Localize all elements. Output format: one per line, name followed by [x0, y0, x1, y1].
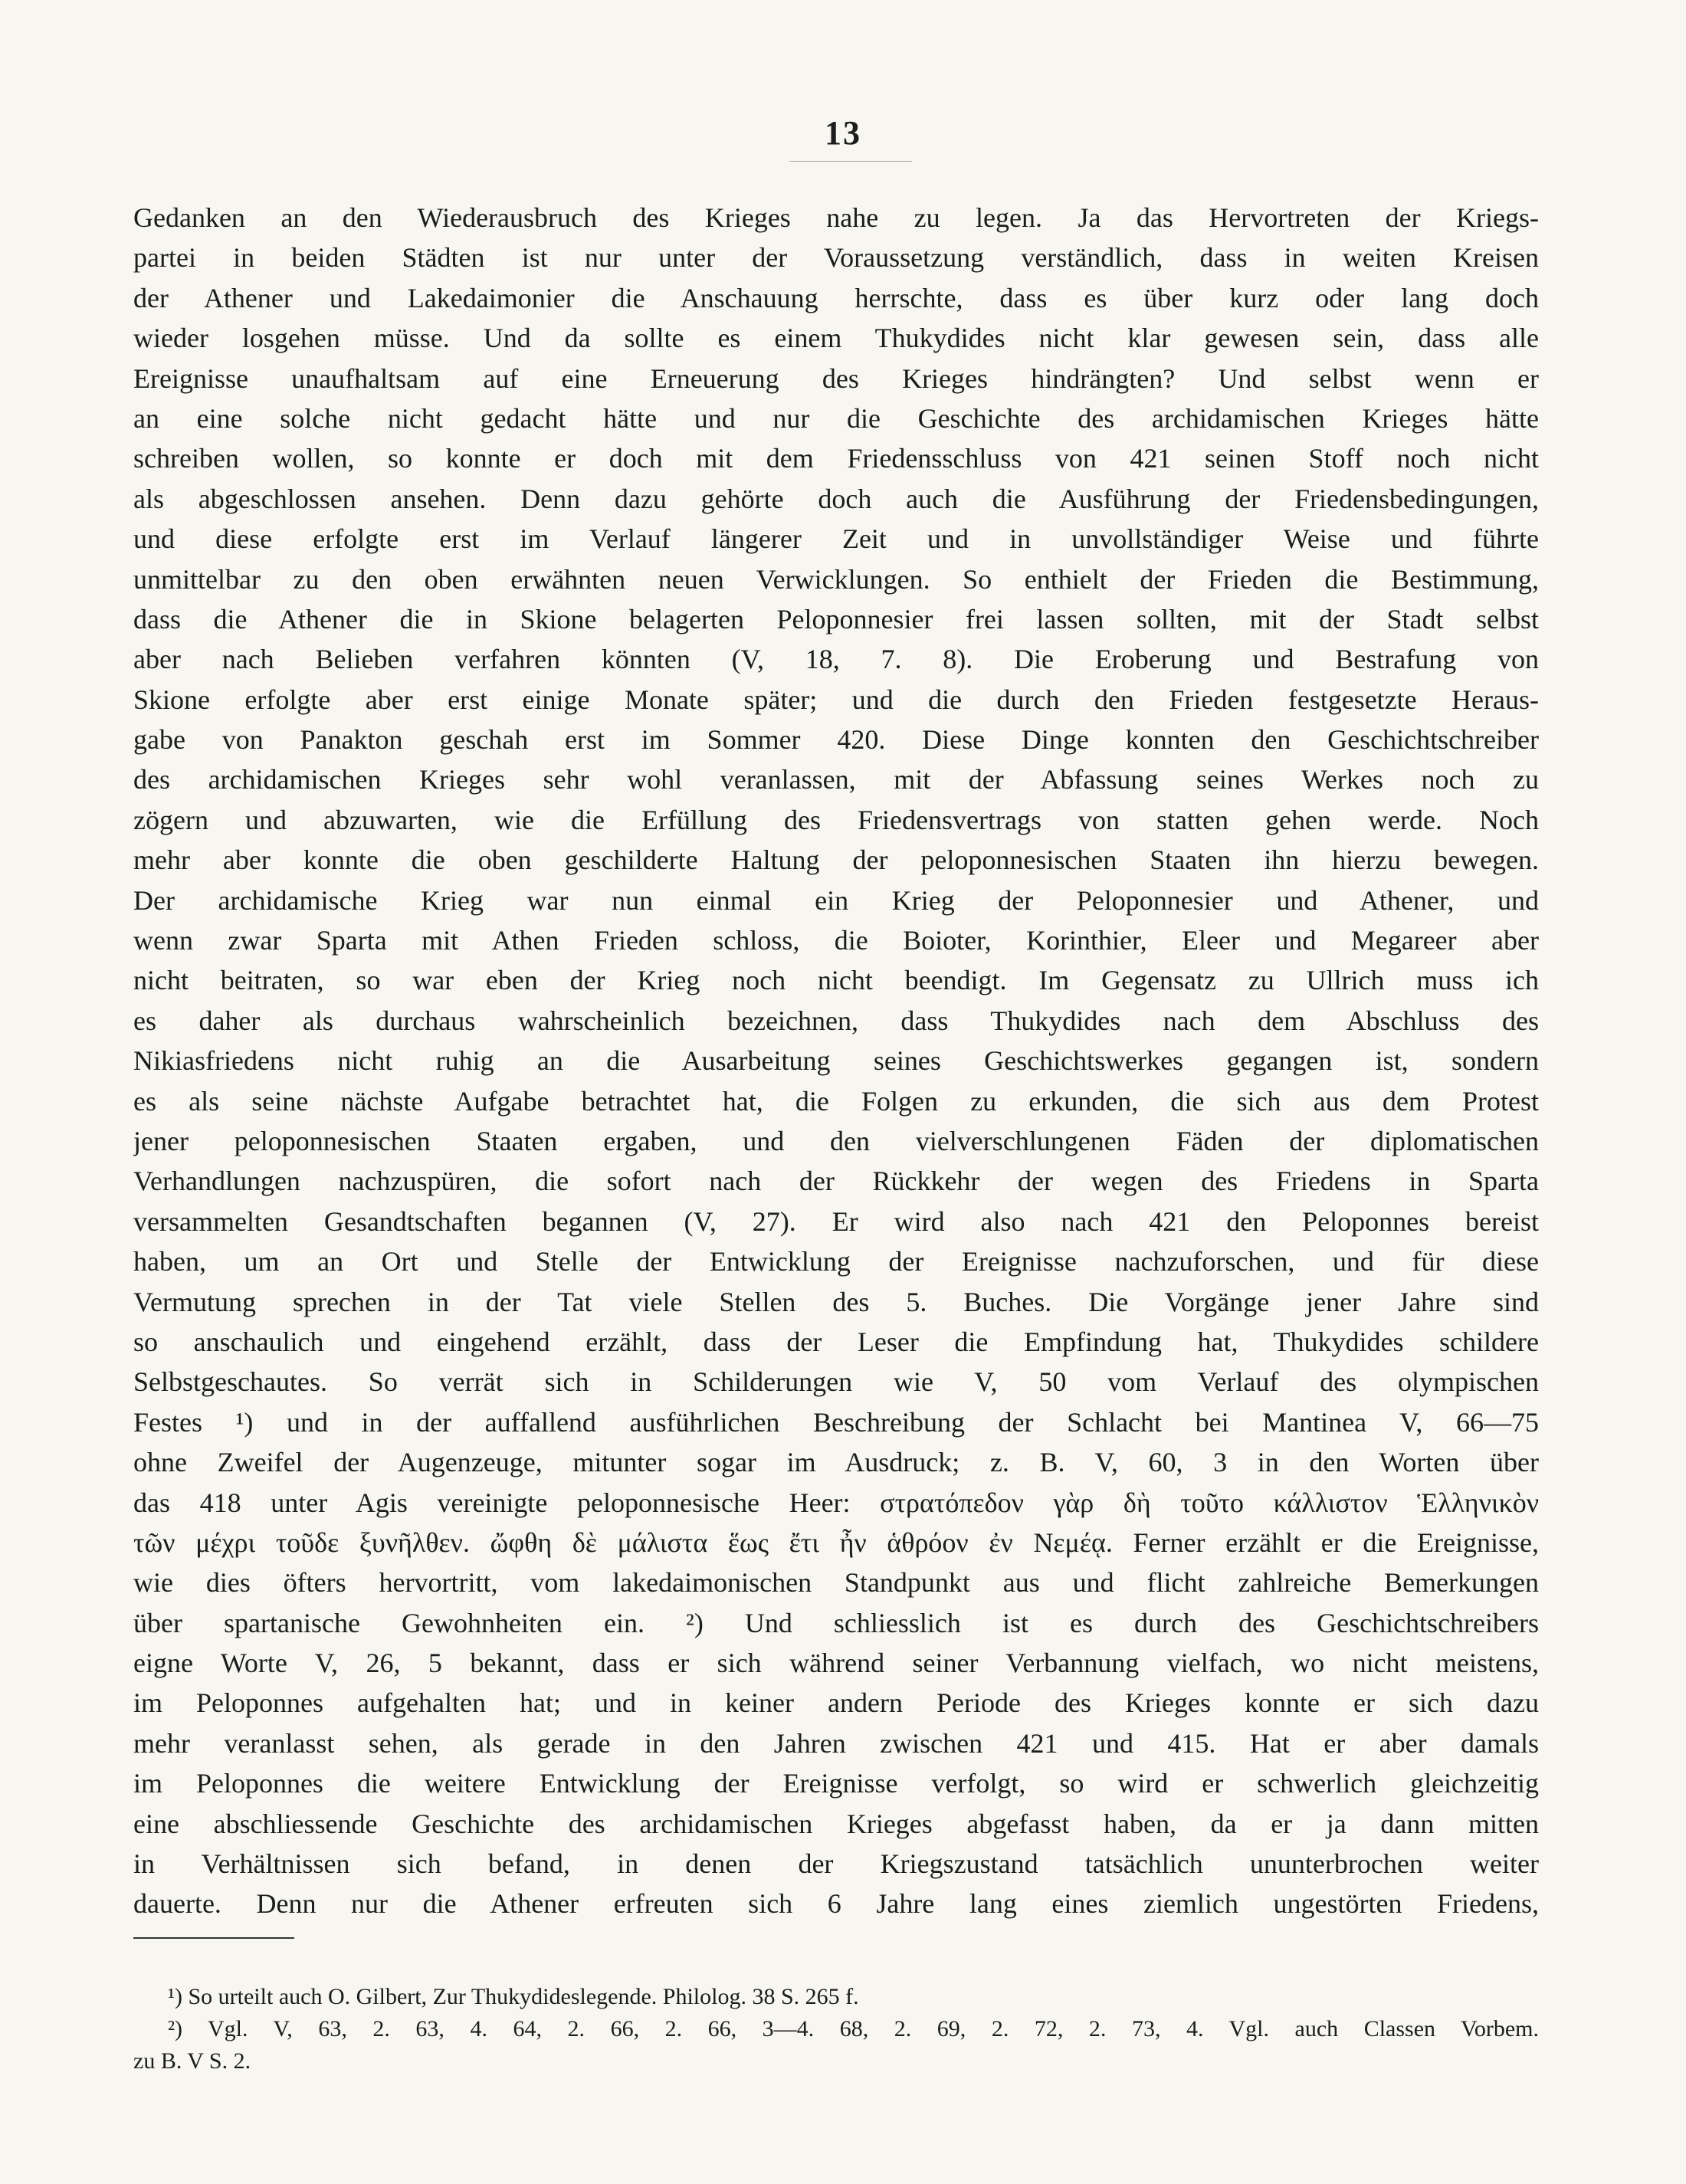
text-line: es daher als durchaus wahrscheinlich bezeichnen, dass Thukydides nach dem Abschluss des — [133, 1005, 1539, 1036]
text-line: über spartanische Gewohnheiten ein. ²) Und schliesslich ist es durch des Geschichtschreibers — [133, 1607, 1539, 1638]
header-rule — [789, 161, 912, 162]
footnotes — [133, 1981, 1539, 2077]
text-line: das 418 unter Agis vereinigte peloponnesische Heer: στρατόπεδον γὰρ δὴ τοῦτο κάλλιστον Ἑλληνικὸν — [133, 1487, 1539, 1518]
text-line: im Peloponnes die weitere Entwicklung der Ereignisse verfolgt, so wird er schwerlich gleichzeitig — [133, 1768, 1539, 1799]
text-line: jener peloponnesischen Staaten ergaben, und den vielverschlungenen Fäden der diplomatischen — [133, 1125, 1539, 1156]
text-line: Der archidamische Krieg war nun einmal ein Krieg der Peloponnesier und Athener, und — [133, 884, 1539, 916]
text-line: Vermutung sprechen in der Tat viele Stellen des 5. Buches. Die Vorgänge jener Jahre sind — [133, 1286, 1539, 1317]
page-number: 13 — [825, 114, 861, 152]
text-line: dass die Athener die in Skione belagerten Peloponnesier frei lassen sollten, mit der Stadt selbst — [133, 603, 1539, 635]
text-line: und diese erfolgte erst im Verlauf längerer Zeit und in unvollständiger Weise und führte — [133, 523, 1539, 555]
text-line: gabe von Panakton geschah erst im Sommer 420. Diese Dinge konnten den Geschichtschreiber — [133, 724, 1539, 756]
text-line: der Athener und Lakedaimonier die Anschauung herrschte, dass es über kurz oder lang doch — [133, 282, 1539, 313]
text-line: dauerte. Denn nur die Athener erfreuten sich 6 Jahre lang eines ziemlich ungestörten Friedens, — [133, 1888, 1539, 1920]
footnote-1-mark: ¹) — [168, 1984, 182, 2009]
footnote-rule — [133, 1937, 294, 1939]
text-line: Festes ¹) und in der auffallend ausführlichen Beschreibung der Schlacht bei Mantinea V, 66—75 — [133, 1406, 1539, 1438]
footnote-2-mark: ²) — [168, 2016, 182, 2041]
text-line: nicht beitraten, so war eben der Krieg noch nicht beendigt. Im Gegensatz zu Ullrich muss ich — [133, 965, 1539, 996]
text-line: eine abschliessende Geschichte des archidamischen Krieges abgefasst haben, da er ja dann mitten — [133, 1808, 1539, 1839]
text-line: es als seine nächste Aufgabe betrachtet hat, die Folgen zu erkunden, die sich aus dem Protest — [133, 1085, 1539, 1117]
text-line: partei in beiden Städten ist nur unter der Voraussetzung verständlich, dass in weiten Kreisen — [133, 242, 1539, 274]
text-line: haben, um an Ort und Stelle der Entwicklung der Ereignisse nachzuforschen, und für diese — [133, 1246, 1539, 1277]
text-line: eigne Worte V, 26, 5 bekannt, dass er sich während seiner Verbannung vielfach, wo nicht meistens, — [133, 1648, 1539, 1679]
text-line: wie dies öfters hervortritt, vom lakedaimonischen Standpunkt aus und flicht zahlreiche Bemerkungen — [133, 1567, 1539, 1599]
text-line: versammelten Gesandtschaften begannen (V, 27). Er wird also nach 421 den Peloponnes bereist — [133, 1205, 1539, 1237]
text-line: ohne Zweifel der Augenzeuge, mitunter sogar im Ausdruck; z. B. V, 60, 3 in den Worten über — [133, 1447, 1539, 1478]
text-line: an eine solche nicht gedacht hätte und nur die Geschichte des archidamischen Krieges hätte — [133, 402, 1539, 434]
text-line: τῶν μέχρι τοῦδε ξυνῆλθεν. ὤφθη δὲ μάλιστα ἕως ἔτι ἦν ἁθρόον ἐν Νεμέᾳ. Ferner erzählt er die Ereignisse, — [133, 1527, 1539, 1558]
text-line: zögern und abzuwarten, wie die Erfüllung des Friedensvertrags von statten gehen werde. Noch — [133, 804, 1539, 835]
text-line: mehr aber konnte die oben geschilderte Haltung der peloponnesischen Staaten ihn hierzu bewegen. — [133, 844, 1539, 876]
text-line: Skione erfolgte aber erst einige Monate später; und die durch den Frieden festgesetzte Heraus- — [133, 684, 1539, 715]
text-line: Ereignisse unaufhaltsam auf eine Erneuerung des Krieges hindrängten? Und selbst wenn er — [133, 362, 1539, 394]
text-line: wieder losgehen müsse. Und da sollte es einem Thukydides nicht klar gewesen sein, dass alle — [133, 323, 1539, 354]
text-line: aber nach Belieben verfahren könnten (V, 18, 7. 8). Die Eroberung und Bestrafung von — [133, 644, 1539, 675]
footnote-1 — [133, 1981, 1539, 2013]
text-line: im Peloponnes aufgehalten hat; und in keiner andern Periode des Krieges konnte er sich dazu — [133, 1687, 1539, 1719]
text-line: in Verhältnissen sich befand, in denen der Kriegszustand tatsächlich ununterbrochen weiter — [133, 1848, 1539, 1880]
text-line: des archidamischen Krieges sehr wohl veranlassen, mit der Abfassung seines Werkes noch zu — [133, 764, 1539, 795]
footnote-2-text: Vgl. V, 63, 2. 63, 4. 64, 2. 66, 2. 66, 3—4. 68, 2. 69, 2. 72, 2. 73, 4. Vgl. auch Classen Vorbem. — [207, 2016, 1539, 2041]
text-line: mehr veranlasst sehen, als gerade in den Jahren zwischen 421 und 415. Hat er aber damals — [133, 1727, 1539, 1759]
footnote-1-text: So urteilt auch O. Gilbert, Zur Thukydideslegende. Philolog. 38 S. 265 f. — [188, 1984, 859, 2009]
body-text — [133, 198, 1539, 1924]
text-line: Verhandlungen nachzuspüren, die sofort nach der Rückkehr der wegen des Friedens in Sparta — [133, 1166, 1539, 1197]
text-line: Gedanken an den Wiederausbruch des Krieges nahe zu legen. Ja das Hervortreten der Kriegs- — [133, 202, 1539, 233]
text-line: wenn zwar Sparta mit Athen Frieden schloss, die Boioter, Korinthier, Eleer und Megareer aber — [133, 925, 1539, 956]
text-line: Selbstgeschautes. So verrät sich in Schilderungen wie V, 50 vom Verlauf des olympischen — [133, 1366, 1539, 1398]
text-line: als abgeschlossen ansehen. Denn dazu gehörte doch auch die Ausführung der Friedensbedingungen, — [133, 483, 1539, 514]
text-line: so anschaulich und eingehend erzählt, dass der Leser die Empfindung hat, Thukydides schildere — [133, 1326, 1539, 1357]
text-line: Nikiasfriedens nicht ruhig an die Ausarbeitung seines Geschichtswerkes gegangen ist, sondern — [133, 1045, 1539, 1077]
footnote-2-continuation: zu B. V S. 2. — [133, 2048, 251, 2074]
text-line: unmittelbar zu den oben erwähnten neuen Verwicklungen. So enthielt der Frieden die Bestimmung, — [133, 563, 1539, 595]
footnote-2 — [133, 2013, 1539, 2045]
text-line: schreiben wollen, so konnte er doch mit dem Friedensschluss von 421 seinen Stoff noch nicht — [133, 443, 1539, 474]
